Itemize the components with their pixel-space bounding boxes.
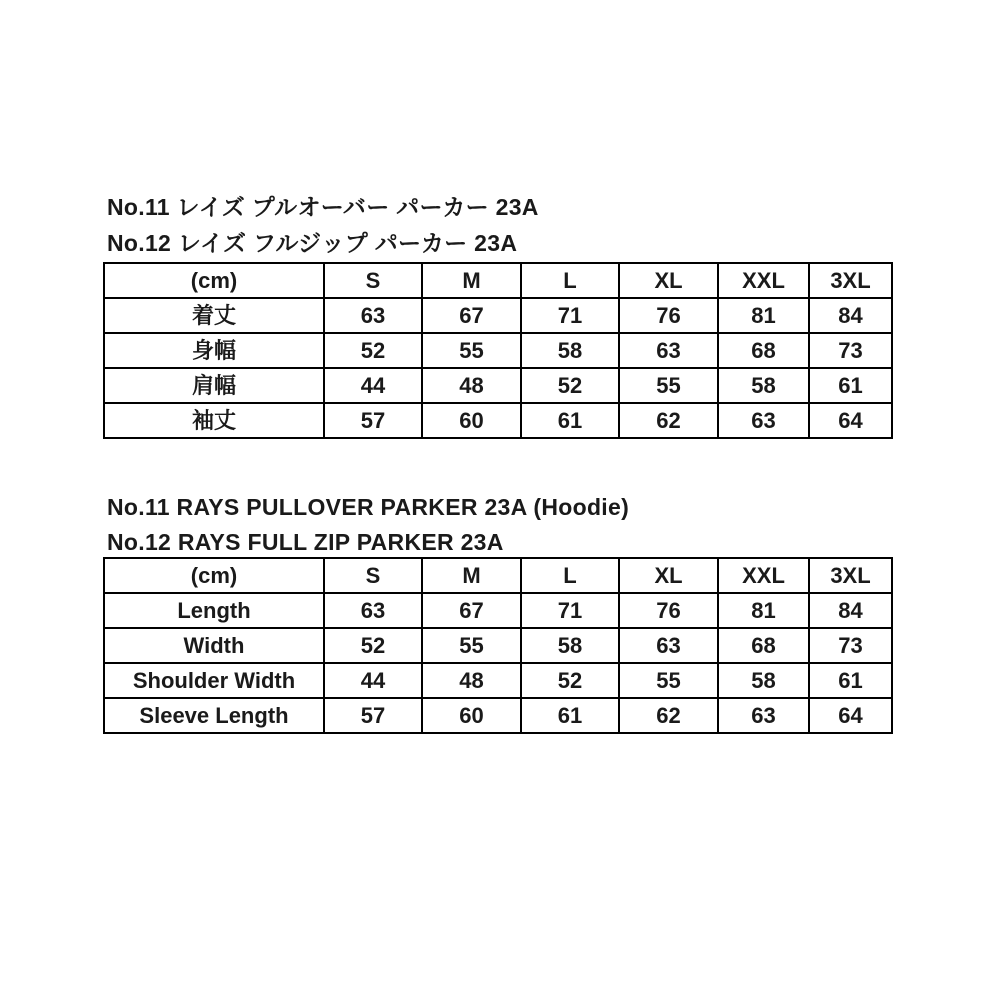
size-value-cell: 68 — [718, 333, 809, 368]
size-value-cell: 61 — [521, 403, 619, 438]
size-value-cell: 52 — [324, 628, 422, 663]
product-title-en-no11: No.11 RAYS PULLOVER PARKER 23A (Hoodie) — [107, 494, 630, 520]
size-value-cell: 58 — [521, 628, 619, 663]
size-value-cell: 44 — [324, 663, 422, 698]
size-value-cell: 71 — [521, 298, 619, 333]
table-row-sleeve-jp — [104, 403, 892, 438]
table-row-shoulder-jp — [104, 368, 892, 403]
size-value-cell: 61 — [809, 368, 892, 403]
table-row-width-en — [104, 628, 892, 663]
product-title-en-no12: No.12 RAYS FULL ZIP PARKER 23A — [107, 529, 504, 555]
size-value-cell: 63 — [324, 593, 422, 628]
size-value-cell: 76 — [619, 298, 718, 333]
measurement-label-cell: Shoulder Width — [104, 663, 324, 698]
size-header-cell-3xl: 3XL — [809, 558, 892, 593]
size-value-cell: 67 — [422, 298, 521, 333]
table-header-row — [104, 263, 892, 298]
size-value-cell: 48 — [422, 663, 521, 698]
size-header-cell-xl: XL — [619, 558, 718, 593]
size-value-cell: 58 — [718, 663, 809, 698]
size-value-cell: 67 — [422, 593, 521, 628]
size-value-cell: 52 — [521, 663, 619, 698]
size-value-cell: 63 — [718, 698, 809, 733]
measurement-label-cell: Width — [104, 628, 324, 663]
size-value-cell: 63 — [718, 403, 809, 438]
size-header-cell-3xl: 3XL — [809, 263, 892, 298]
size-value-cell: 52 — [324, 333, 422, 368]
size-value-cell: 61 — [809, 663, 892, 698]
size-value-cell: 60 — [422, 698, 521, 733]
measurement-label-cell: 肩幅 — [104, 368, 324, 403]
size-value-cell: 52 — [521, 368, 619, 403]
product-title-jp-no12: No.12 レイズ フルジップ パーカー 23A — [107, 230, 518, 256]
size-header-cell-xxl: XXL — [718, 558, 809, 593]
size-value-cell: 84 — [809, 298, 892, 333]
size-table-english — [103, 557, 893, 734]
size-value-cell: 73 — [809, 333, 892, 368]
size-value-cell: 48 — [422, 368, 521, 403]
unit-header-cell: (cm) — [104, 558, 324, 593]
table-header-row — [104, 558, 892, 593]
size-header-cell-m: M — [422, 263, 521, 298]
size-value-cell: 63 — [619, 628, 718, 663]
size-value-cell: 81 — [718, 593, 809, 628]
size-table-japanese — [103, 262, 893, 439]
size-value-cell: 57 — [324, 403, 422, 438]
table-row-length-jp — [104, 298, 892, 333]
product-title-jp-no11: No.11 レイズ プルオーバー パーカー 23A — [107, 194, 539, 220]
size-value-cell: 62 — [619, 403, 718, 438]
size-value-cell: 55 — [619, 368, 718, 403]
size-value-cell: 55 — [422, 333, 521, 368]
table-row-shoulder-en — [104, 663, 892, 698]
table-row-width-jp — [104, 333, 892, 368]
table-row-sleeve-en — [104, 698, 892, 733]
size-value-cell: 64 — [809, 698, 892, 733]
size-value-cell: 84 — [809, 593, 892, 628]
size-value-cell: 58 — [718, 368, 809, 403]
size-value-cell: 60 — [422, 403, 521, 438]
unit-header-cell: (cm) — [104, 263, 324, 298]
size-header-cell-s: S — [324, 558, 422, 593]
size-value-cell: 44 — [324, 368, 422, 403]
measurement-label-cell: 着丈 — [104, 298, 324, 333]
size-value-cell: 68 — [718, 628, 809, 663]
measurement-label-cell: Length — [104, 593, 324, 628]
size-value-cell: 55 — [619, 663, 718, 698]
size-header-cell-xxl: XXL — [718, 263, 809, 298]
size-header-cell-m: M — [422, 558, 521, 593]
measurement-label-cell: 袖丈 — [104, 403, 324, 438]
table-row-length-en — [104, 593, 892, 628]
size-header-cell-xl: XL — [619, 263, 718, 298]
size-value-cell: 55 — [422, 628, 521, 663]
size-value-cell: 71 — [521, 593, 619, 628]
size-header-cell-l: L — [521, 558, 619, 593]
size-header-cell-s: S — [324, 263, 422, 298]
measurement-label-cell: 身幅 — [104, 333, 324, 368]
size-value-cell: 64 — [809, 403, 892, 438]
size-value-cell: 81 — [718, 298, 809, 333]
size-value-cell: 63 — [619, 333, 718, 368]
size-value-cell: 63 — [324, 298, 422, 333]
size-header-cell-l: L — [521, 263, 619, 298]
measurement-label-cell: Sleeve Length — [104, 698, 324, 733]
size-value-cell: 58 — [521, 333, 619, 368]
size-value-cell: 73 — [809, 628, 892, 663]
size-value-cell: 62 — [619, 698, 718, 733]
size-value-cell: 76 — [619, 593, 718, 628]
size-value-cell: 57 — [324, 698, 422, 733]
size-value-cell: 61 — [521, 698, 619, 733]
